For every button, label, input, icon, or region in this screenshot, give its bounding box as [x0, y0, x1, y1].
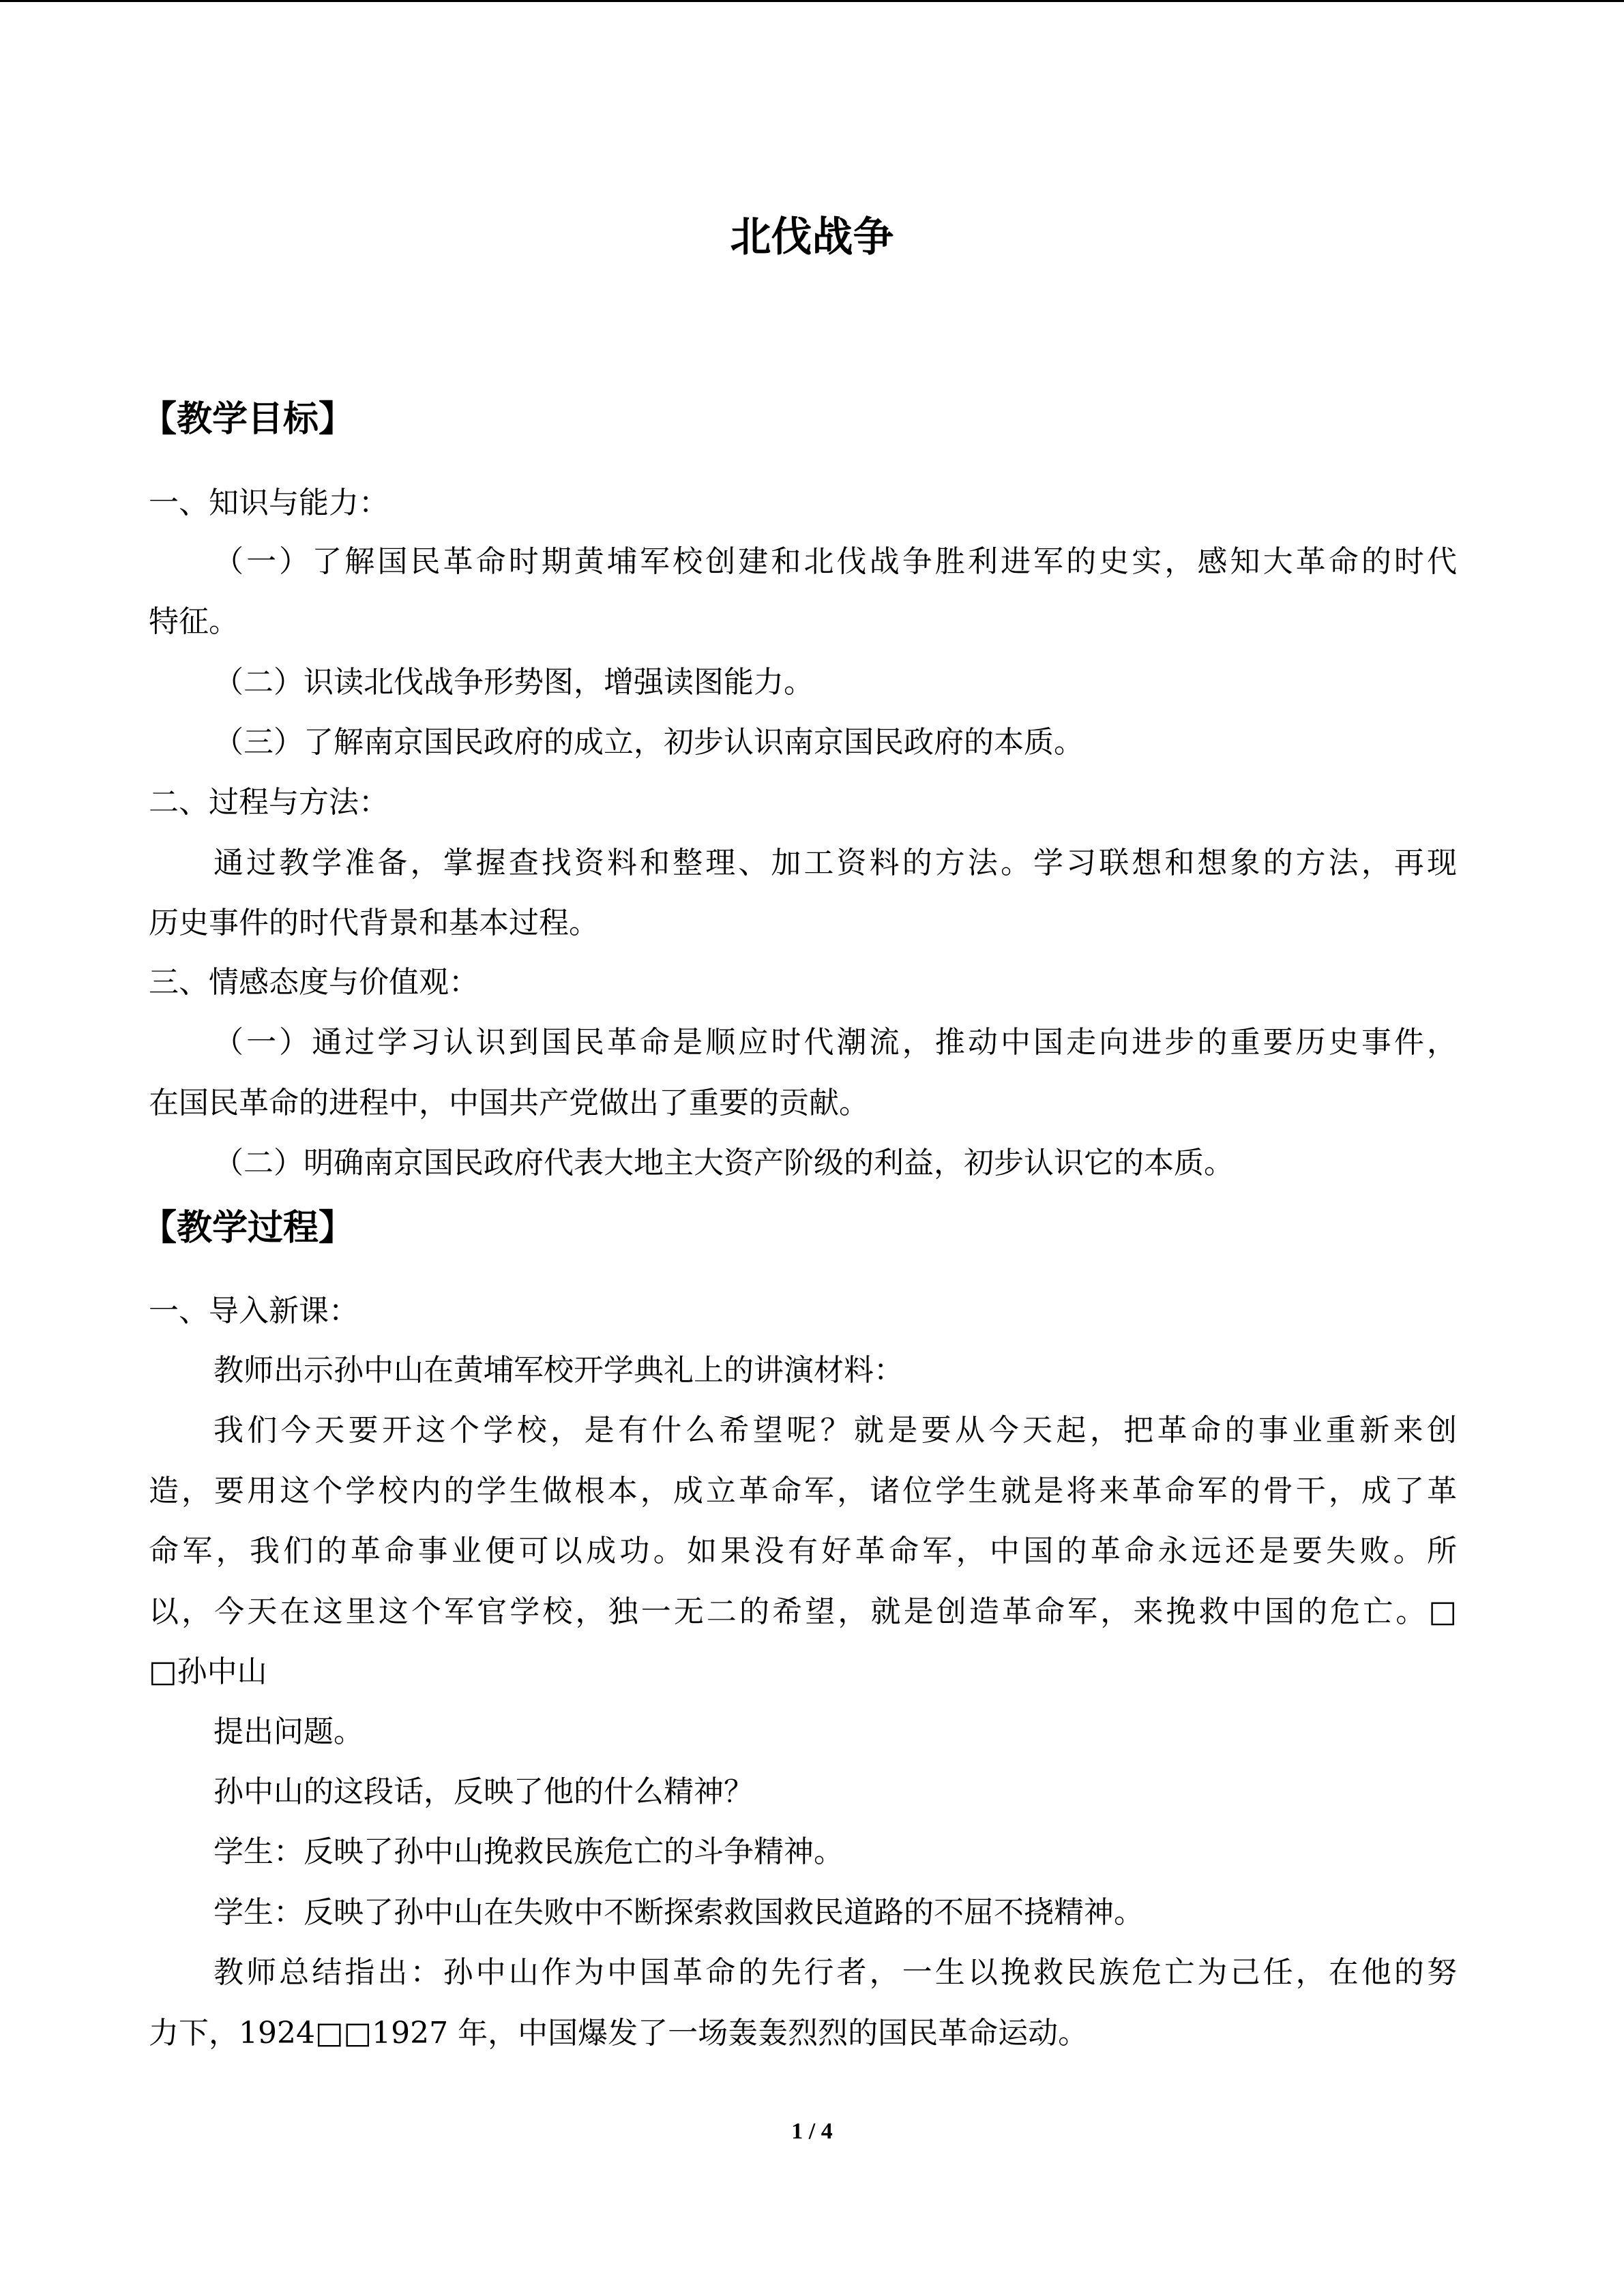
goal-knowledge-heading: 一、知识与能力：: [149, 486, 389, 520]
quote-line-1: 我们今天要开这个学校，是有什么希望呢？就是要从今天起，把革命的事业重新来创: [213, 1413, 1457, 1448]
intro-line-1: 教师出示孙中山在黄埔军校开学典礼上的讲演材料：: [213, 1353, 904, 1388]
section-heading-process: 【教学过程】: [141, 1208, 355, 1249]
page-number: 1 / 4: [791, 2119, 833, 2144]
student-answer-1: 学生：反映了孙中山挽救民族危亡的斗争精神。: [213, 1834, 844, 1869]
page-title: 北伐战争: [730, 213, 894, 261]
student-answer-2: 学生：反映了孙中山在失败中不断探索救国救民道路的不屈不挠精神。: [213, 1895, 1144, 1930]
teacher-summary: 教师总结指出：孙中山作为中国革命的先行者，一生以挽救民族危亡为己任，在他的努: [213, 1955, 1457, 1990]
goal-method-text: 通过教学准备，掌握查找资料和整理、加工资料的方法。学习联想和想象的方法，再现: [213, 846, 1457, 880]
intro-heading: 一、导入新课：: [149, 1294, 359, 1328]
top-border-line: [0, 0, 1624, 2]
goal-attitude-heading: 三、情感态度与价值观：: [149, 965, 479, 1000]
quote-line-3: 命军，我们的革命事业便可以成功。如果没有好革命军，中国的革命永远还是要失败。所: [149, 1534, 1457, 1568]
goal-method-text-cont: 历史事件的时代背景和基本过程。: [149, 906, 599, 940]
goal-knowledge-item-3: （三）了解南京国民政府的成立，初步认识南京国民政府的本质。: [213, 725, 1084, 760]
goal-attitude-item-2: （二）明确南京国民政府代表大地主大资产阶级的利益，初步认识它的本质。: [213, 1146, 1234, 1180]
goal-knowledge-item-1-cont: 特征。: [149, 604, 239, 639]
quote-line-2: 造，要用这个学校内的学生做根本，成立革命军，诸位学生就是将来革命军的骨干，成了革: [149, 1474, 1457, 1508]
quote-attribution: □孙中山: [149, 1654, 267, 1689]
goal-method-heading: 二、过程与方法：: [149, 785, 389, 820]
quote-line-4: 以，今天在这里这个军官学校，独一无二的希望，就是创造革命军，来挽救中国的危亡。□: [149, 1594, 1457, 1629]
goal-knowledge-item-1: （一）了解国民革命时期黄埔军校创建和北伐战争胜利进军的史实，感知大革命的时代: [213, 544, 1457, 579]
intro-line-2: 提出问题。: [213, 1714, 364, 1749]
goal-attitude-item-1-cont: 在国民革命的进程中，中国共产党做出了重要的贡献。: [149, 1086, 869, 1120]
intro-question: 孙中山的这段话，反映了他的什么精神？: [213, 1774, 754, 1809]
goal-knowledge-item-2: （二）识读北伐战争形势图，增强读图能力。: [213, 665, 814, 700]
teacher-summary-cont: 力下，1924□□1927 年，中国爆发了一场轰轰烈烈的国民革命运动。: [149, 2016, 1089, 2051]
goal-attitude-item-1: （一）通过学习认识到国民革命是顺应时代潮流，推动中国走向进步的重要历史事件，: [213, 1025, 1457, 1060]
section-heading-goals: 【教学目标】: [141, 399, 355, 440]
